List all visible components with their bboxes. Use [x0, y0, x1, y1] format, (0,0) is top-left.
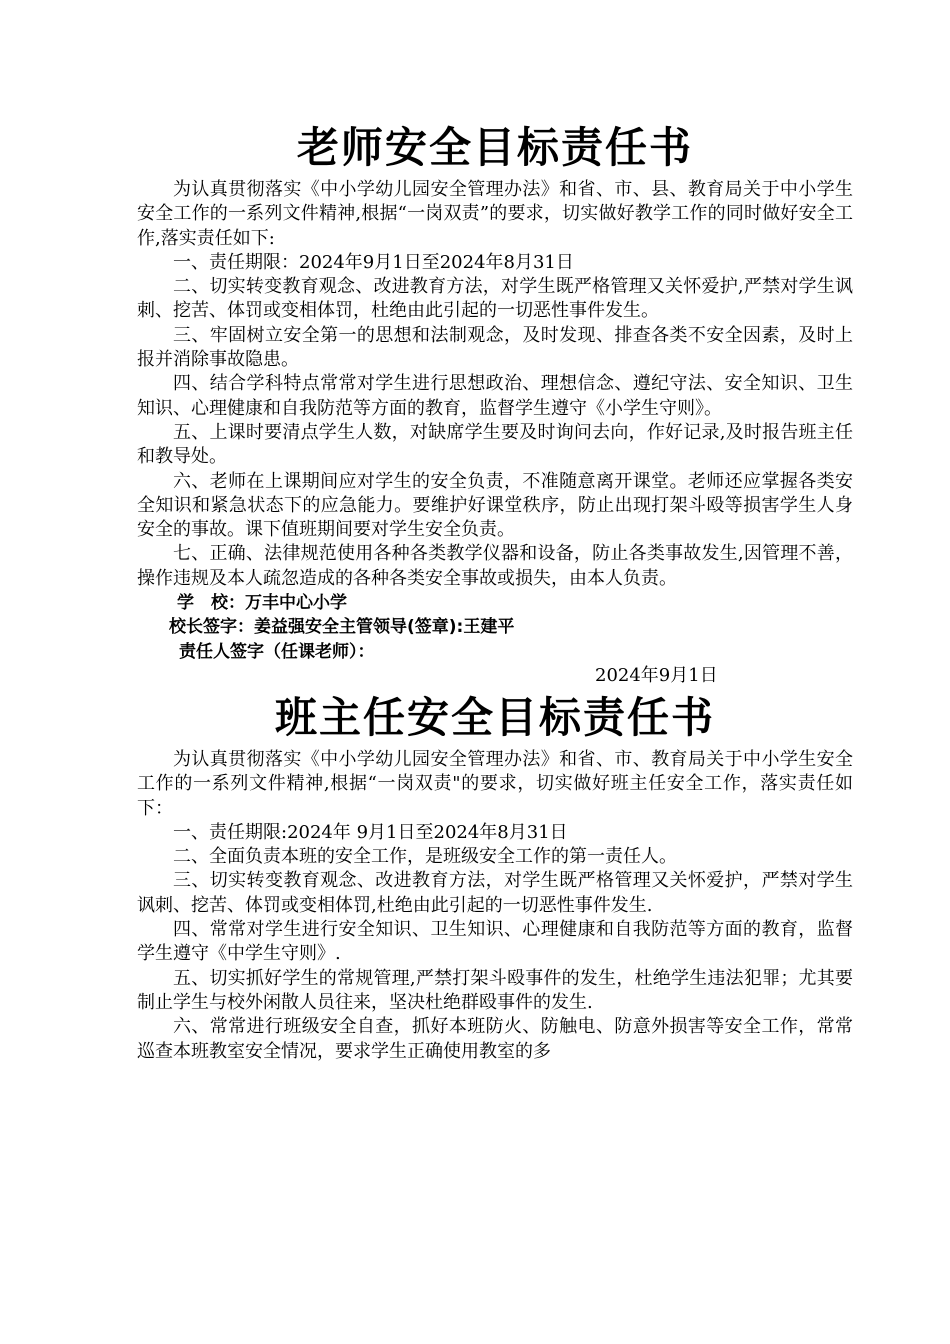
doc1-paragraph-7: 七、正确、法律规范使用各种各类教学仪器和设备，防止各类事故发生,因管理不善，操作违规及本人疏忽造成的各种各类安全事故或损失，由本人负责。: [137, 543, 853, 589]
doc2-paragraph-6: 六、常常进行班级安全自查，抓好本班防火、防触电、防意外损害等安全工作，常常巡查本班教室安全情况，要求学生正确使用教室的多: [137, 1016, 853, 1062]
doc2-paragraph-4: 四、常常对学生进行安全知识、卫生知识、心理健康和自我防范等方面的教育，监督学生遵守《中学生守则》.: [137, 919, 853, 965]
doc1-paragraph-intro: 为认真贯彻落实《中小学幼儿园安全管理办法》和省、市、县、教育局关于中小学生安全工作的一系列文件精神,根据“一岗双责”的要求，切实做好教学工作的同时做好安全工作,落实责任如下:: [137, 179, 853, 249]
doc2-paragraph-2: 二、全面负责本班的安全工作，是班级安全工作的第一责任人。: [173, 846, 677, 868]
doc1-paragraph-3: 三、牢固树立安全第一的思想和法制观念，及时发现、排查各类不安全因素，及时上报并消除事故隐患。: [137, 324, 853, 371]
doc1-title: 老师安全目标责任书: [296, 123, 693, 172]
doc1-paragraph-6: 六、老师在上课期间应对学生的安全负责，不准随意离开课堂。老师还应掌握各类安全知识和紧急状态下的应急能力。要维护好课堂秩序，防止出现打架斗殴等损害学生人身安全的事故。课下值班期间要对学生安全负责。: [137, 470, 853, 541]
document-page: [137, 118, 853, 1064]
doc1-paragraph-1: 一、责任期限：2024年9月1日至2024年8月31日: [173, 251, 574, 273]
doc2-paragraph-intro: 为认真贯彻落实《中小学幼儿园安全管理办法》和省、市、教育局关于中小学生安全工作的一系列文件精神,根据“一岗双责"的要求，切实做好班主任安全工作，落实责任如下：: [137, 748, 853, 819]
signature-teacher: 责任人签字（任课老师）：: [179, 641, 375, 662]
doc1-paragraph-2: 二、切实转变教育观念、改进教育方法，对学生既严格管理又关怀爱护,严禁对学生讽刺、挖苦、体罚或变相体罚，杜绝由此引起的一切恶性事件发生。: [137, 276, 853, 322]
signature-school: 学 校：万丰中心小学: [177, 593, 347, 614]
doc1-date: 2024年9月1日: [595, 664, 718, 686]
doc1-paragraph-4: 四、结合学科特点常常对学生进行思想政治、理想信念、遵纪守法、安全知识、卫生知识、心理健康和自我防范等方面的教育，监督学生遵守《小学生守则》。: [137, 373, 853, 419]
doc1-paragraph-5: 五、上课时要清点学生人数，对缺席学生要及时询问去向，作好记录,及时报告班主任和教导处。: [137, 421, 853, 468]
doc2-title: 班主任安全目标责任书: [274, 692, 715, 742]
doc2-paragraph-1: 一、责任期限:2024年 9月1日至2024年8月31日: [173, 821, 568, 843]
doc2-paragraph-5: 五、切实抓好学生的常规管理,严禁打架斗殴事件的发生，杜绝学生违法犯罪；尤其要制止学生与校外闲散人员往来，坚决杜绝群殴事件的发生.: [137, 967, 853, 1013]
doc2-paragraph-3: 三、切实转变教育观念、改进教育方法，对学生既严格管理又关怀爱护，严禁对学生讽刺、挖苦、体罚或变相体罚,杜绝由此引起的一切恶性事件发生.: [137, 870, 853, 916]
signature-principal: 校长签字：姜益强安全主管领导(签章):王建平: [169, 617, 515, 638]
